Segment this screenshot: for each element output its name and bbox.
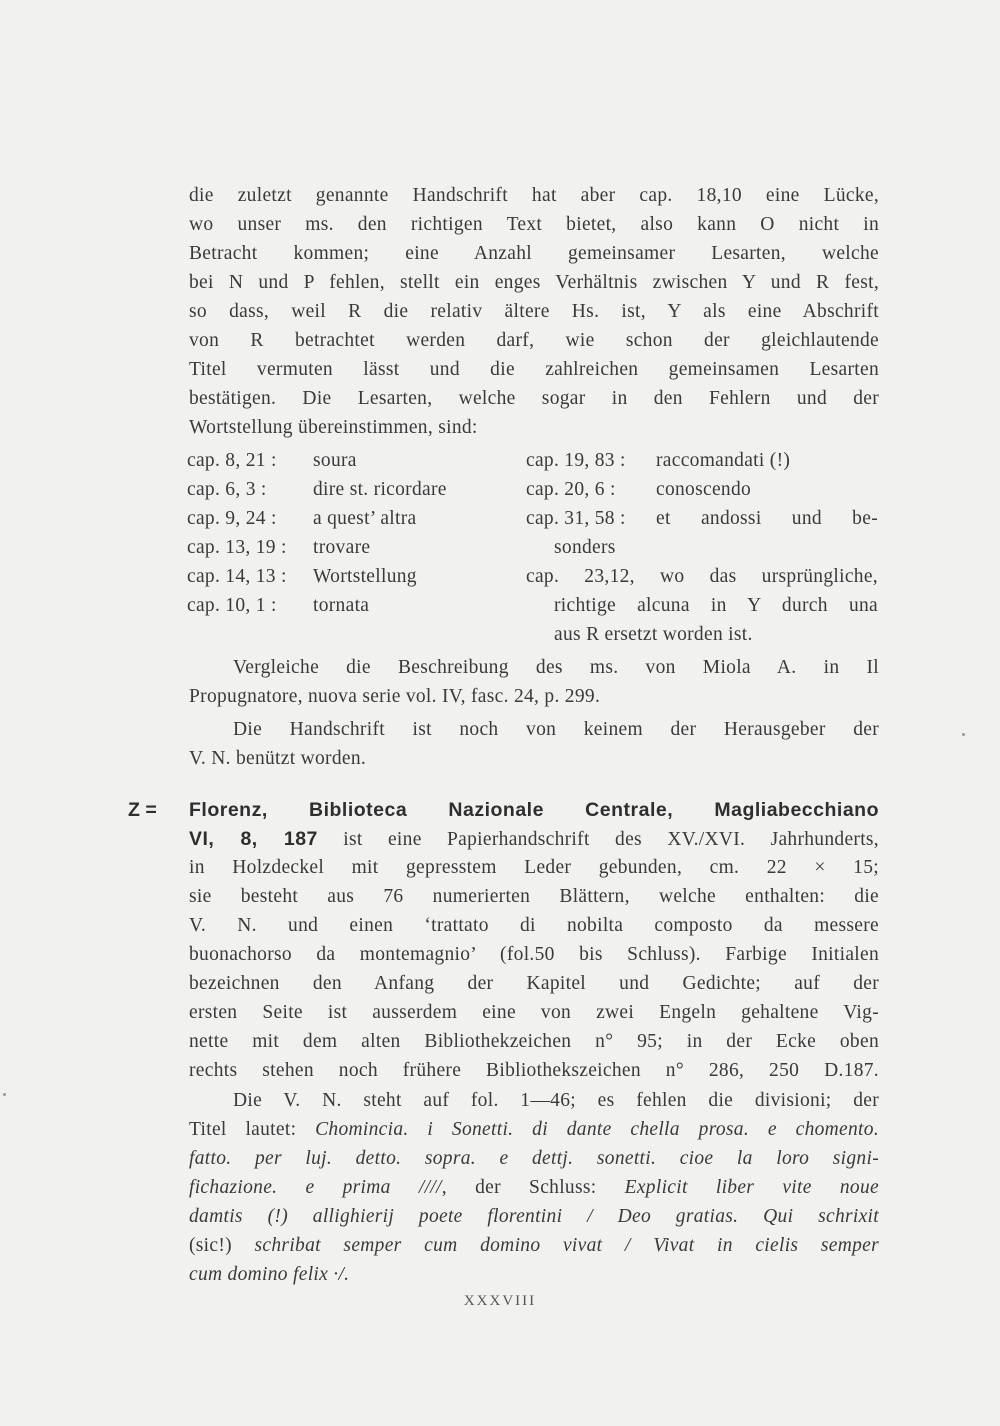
reading-item: cap. 14, 13 : Wortstellung — [187, 566, 417, 587]
text-line: die zuletzt genannte Handschrift hat aber cap. 18,10 eine Lücke, — [189, 185, 879, 206]
text-line: buonachorso da montemagnio’ (fol.50 bis Schluss). Farbige Initialen — [189, 944, 879, 965]
manuscript-heading: Florenz, Biblioteca Nazionale Centrale, Magliabecchiano — [189, 799, 879, 821]
text-line: Die V. N. steht auf fol. 1—46; es fehlen die divisioni; der — [233, 1090, 879, 1111]
text-line: ersten Seite ist ausserdem eine von zwei Engeln gehaltene Vig- — [189, 1002, 879, 1023]
reading-item: cap. 10, 1 : tornata — [187, 595, 370, 616]
reading-item: cap. 19, 83 : raccomandati (!) — [526, 450, 791, 471]
text-line: Titel lautet: Chomincia. i Sonetti. di dante chella prosa. e chomento. — [189, 1119, 879, 1140]
text-line: Wortstellung übereinstimmen, sind: — [189, 417, 478, 438]
text-line: bezeichnen den Anfang der Kapitel und Gedichte; auf der — [189, 973, 879, 994]
text-line: (sic!) schribat semper cum domino vivat / Vivat in cielis semper — [189, 1235, 880, 1256]
text-line: V. N. benützt worden. — [189, 748, 367, 769]
text-line: in Holzdeckel mit gepresstem Leder gebunden, cm. 22 × 15; — [189, 857, 879, 878]
text-line: rechts stehen noch frühere Bibliothekszeichen n° 286, 250 D.187. — [189, 1060, 879, 1081]
reading-item-continuation: sonders — [554, 537, 616, 558]
text-line: Propugnatore, nuova serie vol. IV, fasc. 24, p. 299. — [189, 686, 601, 707]
text-line: von R betrachtet werden darf, wie schon der gleichlautende — [189, 330, 879, 351]
text-line: V. N. und einen ‘trattato di nobilta composto da messere — [189, 915, 879, 936]
text-line: cum domino felix ·/. — [189, 1264, 350, 1285]
text-line: wo unser ms. den richtigen Text bietet, also kann O nicht in — [189, 214, 879, 235]
text-line: sie besteht aus 76 numerierten Blättern, welche enthalten: die — [189, 886, 879, 907]
paper-speck — [962, 733, 965, 736]
text-line: nette mit dem alten Bibliothekzeichen n° 95; in der Ecke oben — [189, 1031, 879, 1052]
text-line: bei N und P fehlen, stellt ein enges Verhältnis zwischen Y und R fest, — [189, 272, 879, 293]
text-line: fichazione. e prima ////, der Schluss: Explicit liber vite noue — [189, 1177, 879, 1198]
text-line: Vergleiche die Beschreibung des ms. von Miola A. in Il — [233, 657, 879, 678]
reading-item: cap. 6, 3 : dire st. ricordare — [187, 479, 447, 500]
manuscript-shelfmark: VI, 8, 187 — [189, 828, 318, 850]
reading-item: cap. 9, 24 : a quest’ altra — [187, 508, 417, 529]
reading-item: cap. 8, 21 : soura — [187, 450, 357, 471]
reading-item: cap. 13, 19 : trovare — [187, 537, 371, 558]
text-line: so dass, weil R die relativ ältere Hs. ist, Y als eine Abschrift — [189, 301, 879, 322]
text-line: Betracht kommen; eine Anzahl gemeinsamer Lesarten, welche — [189, 243, 879, 264]
text-line: fatto. per luj. detto. sopra. e dettj. sonetti. cioe la loro signi- — [189, 1148, 879, 1169]
paper-speck — [3, 1093, 6, 1096]
text-line: bestätigen. Die Lesarten, welche sogar in den Fehlern und der — [189, 388, 879, 409]
reading-item: cap. 20, 6 : conoscendo — [526, 479, 752, 500]
text-line: VI, 8, 187 ist eine Papierhandschrift des XV./XVI. Jahrhunderts, — [189, 828, 879, 850]
reading-item: cap. 23,12, wo das ursprüngliche, — [526, 566, 878, 587]
reading-item: cap. 31, 58 : et andossi und be- — [526, 508, 878, 529]
text-line: Die Handschrift ist noch von keinem der Herausgeber der — [233, 719, 879, 740]
manuscript-siglum: Z = — [128, 799, 157, 821]
page-number: XXXVIII — [463, 1293, 537, 1309]
text-line: damtis (!) allighierij poete florentini / Deo gratias. Qui schrixit — [189, 1206, 879, 1227]
text-line: Titel vermuten lässt und die zahlreichen gemeinsamen Lesarten — [189, 359, 879, 380]
reading-item-continuation: aus R ersetzt worden ist. — [554, 624, 753, 645]
reading-item-continuation: richtige alcuna in Y durch una — [554, 595, 878, 616]
